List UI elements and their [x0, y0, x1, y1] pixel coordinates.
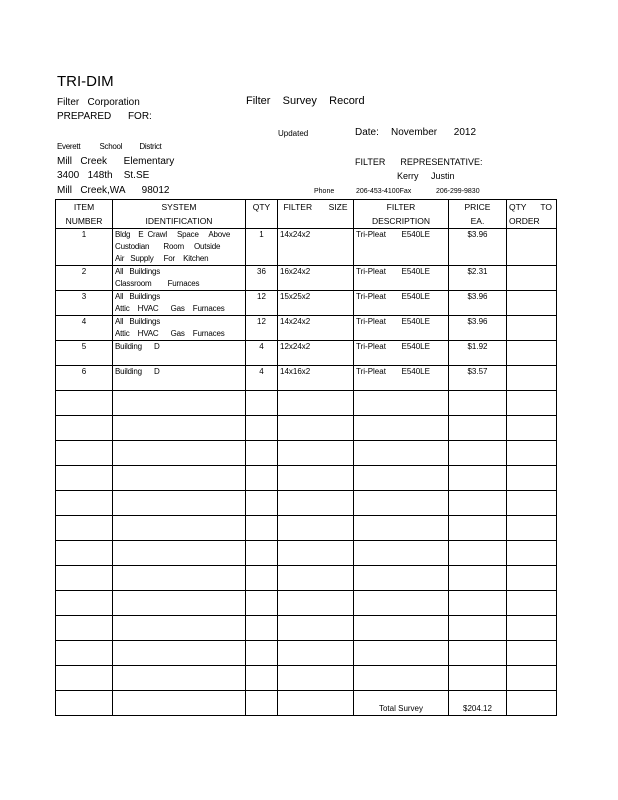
- customer-address-line2: 3400 148th St.SE: [57, 170, 150, 181]
- price-cell: $3.96: [449, 316, 507, 341]
- empty-table-row: [56, 541, 557, 566]
- filter-description-cell: Tri-Pleat E540LE: [354, 316, 449, 341]
- empty-table-row: [56, 516, 557, 541]
- empty-table-row: [56, 591, 557, 616]
- company-subtitle: Filter Corporation: [57, 97, 140, 108]
- phone-label: Phone: [314, 188, 335, 195]
- empty-table-row: [56, 416, 557, 441]
- item-number-cell: 4: [56, 316, 113, 341]
- price-cell: $1.92: [449, 341, 507, 366]
- qty-to-order-cell[interactable]: [507, 229, 557, 266]
- item-number-cell: 1: [56, 229, 113, 266]
- company-logo-text: TRI-DIM: [57, 73, 114, 90]
- total-survey-value: $204.12: [449, 691, 507, 716]
- filter-description-cell: Tri-Pleat E540LE: [354, 341, 449, 366]
- qty-cell: 12: [246, 316, 278, 341]
- qty-cell: 36: [246, 266, 278, 291]
- col-header-qty-to-order: QTY TO ORDER: [507, 200, 557, 229]
- empty-table-row: [56, 666, 557, 691]
- qty-to-order-cell[interactable]: [507, 366, 557, 391]
- system-identification-cell: All Buildings Classroom Furnaces: [113, 266, 246, 291]
- qty-to-order-cell[interactable]: [507, 616, 557, 641]
- date-value: November 2012: [391, 127, 477, 138]
- qty-to-order-cell[interactable]: [507, 266, 557, 291]
- empty-table-row: [56, 466, 557, 491]
- filter-size-cell: 12x24x2: [278, 341, 354, 366]
- item-number-cell: 5: [56, 341, 113, 366]
- qty-cell: 4: [246, 366, 278, 391]
- table-row: [56, 366, 557, 391]
- qty-to-order-cell[interactable]: [507, 316, 557, 341]
- empty-table-row: [56, 491, 557, 516]
- customer-name: Everett School District: [57, 142, 162, 151]
- filter-size-cell: 16x24x2: [278, 266, 354, 291]
- rep-name: Kerry Justin: [397, 171, 455, 181]
- col-header-price-each: PRICE EA.: [449, 200, 507, 229]
- qty-cell: 1: [246, 229, 278, 266]
- price-cell: $2.31: [449, 266, 507, 291]
- system-identification-cell: All Buildings Attic HVAC Gas Furnaces: [113, 291, 246, 316]
- filter-description-cell: Tri-Pleat E540LE: [354, 366, 449, 391]
- table-row: [56, 266, 557, 291]
- filter-size-cell: 14x24x2: [278, 316, 354, 341]
- qty-to-order-cell[interactable]: [507, 566, 557, 591]
- qty-to-order-cell[interactable]: [507, 491, 557, 516]
- fax-value: 206-299-9830: [436, 188, 480, 195]
- filter-description-cell: Tri-Pleat E540LE: [354, 229, 449, 266]
- qty-to-order-cell[interactable]: [507, 466, 557, 491]
- table-row: [56, 291, 557, 316]
- filter-description-cell: Tri-Pleat E540LE: [354, 266, 449, 291]
- rep-label: FILTER REPRESENTATIVE:: [355, 157, 483, 167]
- total-row: [56, 691, 557, 716]
- system-identification-cell: Building D: [113, 341, 246, 366]
- empty-table-row: [56, 441, 557, 466]
- col-header-qty: QTY: [246, 200, 278, 229]
- qty-to-order-cell[interactable]: [507, 441, 557, 466]
- prepared-for-label: PREPARED FOR:: [57, 111, 152, 122]
- updated-label: Updated: [278, 129, 309, 138]
- phone-value: 206-453-4100Fax: [356, 188, 412, 195]
- total-survey-label: Total Survey: [354, 691, 449, 716]
- empty-table-row: [56, 391, 557, 416]
- item-number-cell: 6: [56, 366, 113, 391]
- qty-to-order-cell[interactable]: [507, 641, 557, 666]
- qty-to-order-cell[interactable]: [507, 416, 557, 441]
- qty-to-order-cell[interactable]: [507, 341, 557, 366]
- item-number-cell: 3: [56, 291, 113, 316]
- customer-address-line3: Mill Creek,WA 98012: [57, 185, 170, 196]
- table-header-row: [56, 200, 557, 229]
- col-header-item-number: ITEM NUMBER: [56, 200, 113, 229]
- price-cell: $3.96: [449, 229, 507, 266]
- empty-table-row: [56, 641, 557, 666]
- item-number-cell: 2: [56, 266, 113, 291]
- system-identification-cell: Building D: [113, 366, 246, 391]
- qty-to-order-cell[interactable]: [507, 516, 557, 541]
- price-cell: $3.96: [449, 291, 507, 316]
- table-row: [56, 341, 557, 366]
- qty-to-order-cell[interactable]: [507, 666, 557, 691]
- filter-survey-table: [55, 199, 557, 716]
- table-row: [56, 229, 557, 266]
- price-cell: $3.57: [449, 366, 507, 391]
- qty-cell: 12: [246, 291, 278, 316]
- date-label: Date:: [355, 127, 379, 138]
- qty-to-order-cell[interactable]: [507, 591, 557, 616]
- col-header-system-identification: SYSTEM IDENTIFICATION: [113, 200, 246, 229]
- filter-size-cell: 14x16x2: [278, 366, 354, 391]
- empty-table-row: [56, 616, 557, 641]
- table-row: [56, 316, 557, 341]
- qty-cell: 4: [246, 341, 278, 366]
- col-header-filter-size: FILTER SIZE: [278, 200, 354, 229]
- filter-size-cell: 15x25x2: [278, 291, 354, 316]
- filter-size-cell: 14x24x2: [278, 229, 354, 266]
- empty-table-row: [56, 566, 557, 591]
- qty-to-order-cell[interactable]: [507, 691, 557, 716]
- qty-to-order-cell[interactable]: [507, 291, 557, 316]
- qty-to-order-cell[interactable]: [507, 391, 557, 416]
- customer-address-line1: Mill Creek Elementary: [57, 156, 175, 167]
- system-identification-cell: All Buildings Attic HVAC Gas Furnaces: [113, 316, 246, 341]
- system-identification-cell: Bldg E Crawl Space Above Custodian Room Outside Air Supply For Kitchen: [113, 229, 246, 266]
- document-title: Filter Survey Record: [246, 95, 365, 107]
- filter-description-cell: Tri-Pleat E540LE: [354, 291, 449, 316]
- qty-to-order-cell[interactable]: [507, 541, 557, 566]
- col-header-filter-description: FILTER DESCRIPTION: [354, 200, 449, 229]
